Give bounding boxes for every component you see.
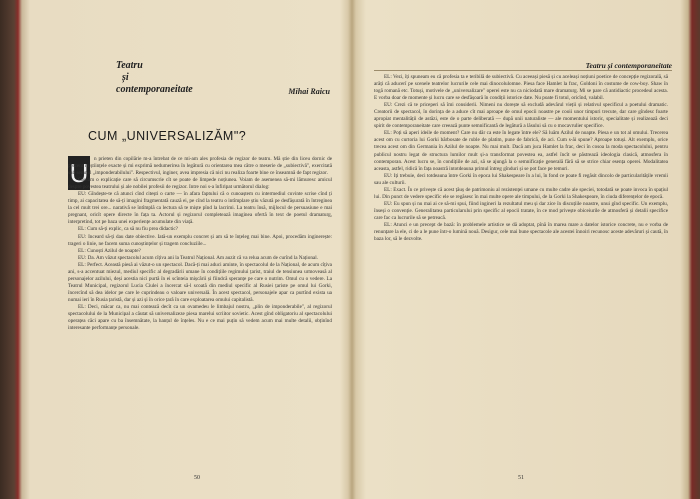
article-title: CUM „UNIVERSALIZĂM"?: [88, 129, 247, 143]
paragraph: Căutam o explicație care să circumscrie cît se poate de limpede noțiunea. Voiam de asemenea să-mi lămuresc amicul despre povestea teatrului și ale nobilei profesii de regizor. Intre noi s-a înfiripat următorul dialog:: [68, 177, 332, 191]
section-title-line: Teatru: [116, 60, 143, 71]
paragraph: n prieten din copilărie m-a întrebat de ce mi-am ales profesia de regizor de teatru. Mă știe din liceu dornic de prezent în științele exacte și mi exprimă nedumerirea în legătură cu orientarea mea către o meserie de „subiectivă", exercitată sub semnul „imponderabilului". Respectivul, inginer, avea impresia că nici nu realiza foarte bine ce înseamnă de fapt regizor.: [68, 156, 332, 177]
paragraph: EL: Deci, măcar ca, nu mai contează decît ca un ovamedeu le limbajul nostru, „plin de imponderabile", al regizorul spectacolului de la Municipal a căutat să universalizeze piesa marelui scriitor sovietic. Acest gînd obligatoriu al spectacolului operațea căci apare cu ba însemnătate, la hanțul de înțeles. Nu e ce mai puțin să vedem acum mai multe detalii, obținînd interesante performanțe personale.: [68, 303, 332, 332]
header-rule: [374, 70, 672, 71]
section-title-line: contemporaneitate: [116, 84, 193, 95]
section-title: Teatru și contemporaneitate: [585, 61, 672, 70]
paragraph: EU: Iți trebuie, deci totdeauna între Gorki în epoca lui Shakespeare în a lui, în fond ce poate fi regăsit dincolo de particularitățile vremii sau ale culturii.: [374, 172, 668, 186]
right-page: [360, 8, 680, 493]
paragraph: EL: Vezi, îți spuneam eu că profesia ta e teribilă de subiectivă. Cu aceeași piesă și cu aceleași noțiuni poetice de concepție regizorală, să arăți că aducerî pe scenele teatrelor lucrurile cele mai dinocolulomne. Piesa face Hamlet la frac, Goldoni în costume de cow-boy. Shaw în togă romană etc. Totuși, motivele de „universalizare" operei este nu ca niciodată mare dramaturg. Mi se pare că antidiactic procedeul acesta. E vorba doar de momente și lucru care se desfășoară în condiții istorice date. Nu poate fi totul, oricînd, valabil.: [374, 74, 668, 102]
author-name: Mihai Raicu: [288, 87, 330, 96]
paragraph: EU: Da. Am văzut spectacolul acum cîțiva ani la Teatrul Național. Am auzit că va relua acum de curînd la Național.: [78, 254, 318, 261]
section-title: [116, 60, 193, 96]
paragraph: EL: Cunoști Azilul de noapte?: [78, 247, 141, 254]
paragraph: EL: Atunci e un precept de bază: în problemele artistice se dă adoptat, pînă în marea mare a datelor istorice concrete, nu e vorba de renunțare la ele, ci de a le pune într-o lumină nouă. Desigur, cele mai bune spectacole ale acestei înnoiri recunosc aceste adevăruri și caută, în baza lor, să le dezvolte.: [374, 221, 668, 243]
paragraph: EL: Perfect. Această piesă ai văzut-o un spectacol. Dacă-ți mai aduci aminte, în spectacolul de la Național, de acum cîțiva ani, s-a accentuat miezul, mediul specific al degradării umane în condițiile regimului țarist, traiul de tensiunea urmoveasă al personajelor azilului, deși acestia nici purtă în ei scînteia mișcării și fiindcă speranțe pe care o nutrim. Omul cu o vedere. La Teatrul Municipal, regizorul Lucia Ciulei a încercat să-l scoată din mediul specific al Rusiei țariste pe omul lui Gorki, încercînd să dea idelor pe care le cuprindeau o valoare universală. În acest spectacol, personajele apar ca purtînd exista ua numai ieri în Rusia țaristă, dar și azi și în orice țară în care exploatarea omului capitalistă.: [68, 261, 332, 303]
article-body: [374, 74, 668, 474]
page-number: 51: [518, 475, 524, 481]
paragraph: EU: Inceard să-ți dau date obiective. Iată-un exemplu concret și am să te înțeleg mai bine. Apoi, procedăm inginerește: trageri o linie, ne facem suma cunoștințelor și tragem concluziile...: [68, 233, 332, 247]
paragraph: EL: Exact. În ce privește că acest țăuș de patrimoniu al rezistenței umane cu multe cadre ale speciei, totodată se poate invoca în spațiul lui. Din punct de vedere specific ele se regăsesc în mai multe opere ale timpului, de la Gorki la Shakespeare, în ciuda diferențelor de epocă.: [374, 186, 668, 200]
article-body: [68, 156, 332, 472]
paragraph: EU: Crezi că te priceperi să îmi considerii. Nimeni nu dorește să excludă adevărul vieții și relativul specificul a poetului dramatic. Creatorii de spectacol, în dorința de a aduce cît mai aproape de omul epocii noastre pe cooii unor timpuri trecute, dar care gîndesc foarte apropiat mentalității de astăzi, este de o parte deliberată — după unii naturaliste — ale momentului istoric, specialitate și realizează deci spirit de contemporaneitate care creează punte semnificantă de legătură a lăsului să cu o mocavrulier specifice.: [374, 102, 668, 130]
dropcap: U: [69, 158, 89, 188]
left-page: [28, 8, 346, 493]
page-number: 50: [194, 475, 200, 481]
paragraph: EL: Poți să aperi ideile de moment? Care nu dăr ca este în legate între ele? Să luăm Azilul de noapte. Piesa e un tot al omului. Trecerea acest om cu curtoria lui Gorki bărbosate de ruble de platim, pune de fabrică, de aci. Cum s-ăi spune? Aproape totuși. Alt exemplu, orice trecea acest om din Germania în Azilul de noapte. Nu mai mult. Dacă am juca Hamlet la frac, deci în cosoa la moda spectacolului, pentru publicul nostru legat de structura lumilor mult și-a transformat povestea ea, astfel încît se păstrează ideologia clasică, atmosfera în contemporan. Acest lucru se, în condițiile de azi, să se ajungă la o semnificație generală fără să se strice chiar esența operei. Modalitatea aceasta, astfel, ridică în fața noastră intotdeauna primul întreg gînduri și se pot face pe temuri.: [374, 130, 668, 172]
paragraph: EU: Eu spun și nu mai ai ce să-mi spui, fiind ingineri la rezultatul meu și dar zice în discuțiile noastre, unui gînd specific. Un exemplu, înseși o convenție. Generalitatea particularului prin specific al epocii tratate, în ce mod privește obiceiurile de atmosferă și detalii specifice care fac ca lucrurile să se petreacă.: [374, 200, 668, 221]
paragraph: EU: Gîndește-te că atunci cînd citești o carte — în afara faptului că o cunoaștem cu intermediul cuvinte scrise cînd ți timp, ai capacitatea de să-ți imagini fragmentată cauză ei, pe cînd la teatru o intîmplare știu văzută pe desfășurată în întreginea la cel mult trei ore... narativă se întîmplă ca lectura să te miște pînd la lacrimi. La teatru însă, mijlocul de persuasiune e mai pregnant, oricît opere directe în fața ta. Actorul și regizorul completează imaginea ofertă în text de poetul dramaturg, interpretind, tot pe baza unei experiențe acumulate din viață.: [68, 191, 332, 226]
paragraph: EL: Cum să-ți explic, ca să nu fiu prea didactic?: [78, 226, 178, 233]
section-title-line: și: [122, 72, 129, 83]
